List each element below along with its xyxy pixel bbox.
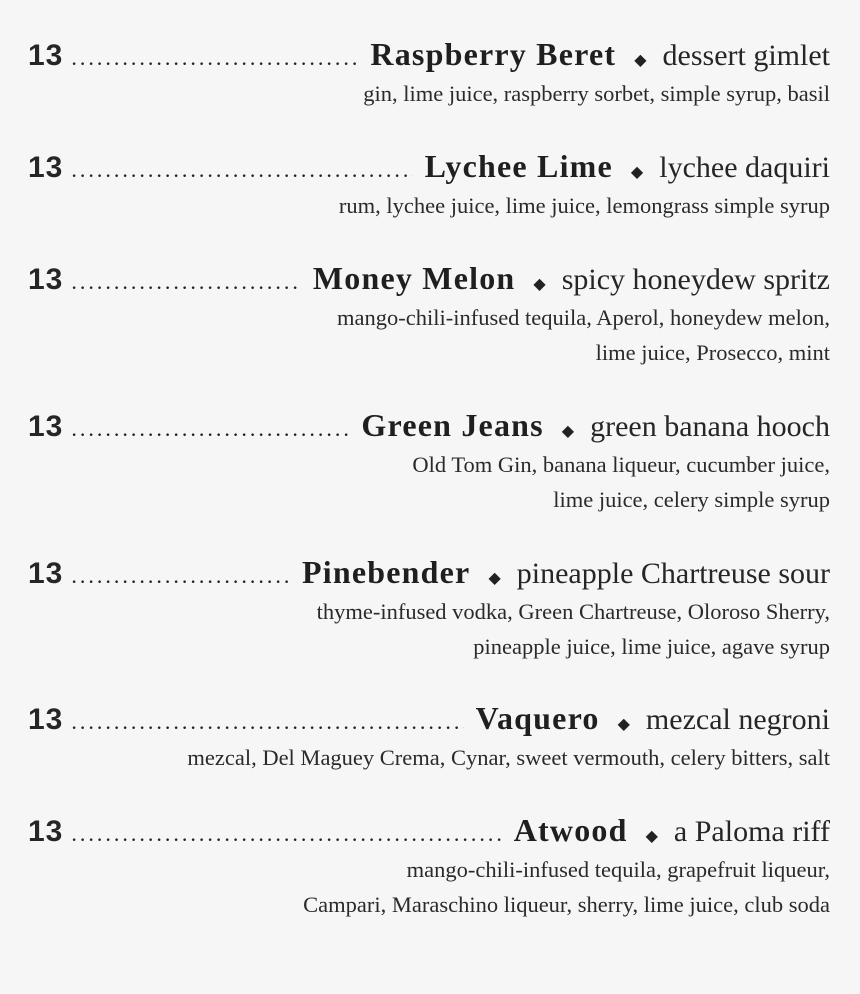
menu-item-ingredients — [28, 76, 830, 111]
menu-item-lychee-lime — [28, 146, 830, 223]
ingredients-line: lime juice, Prosecco, mint — [595, 340, 830, 365]
menu-item-ingredients — [28, 188, 830, 223]
menu-item-title-line — [28, 34, 830, 74]
menu-item-price: 13 — [28, 39, 64, 72]
menu-item-name: Pinebender — [302, 554, 471, 590]
menu-item-style: lychee daquiri — [659, 151, 830, 184]
diamond-icon: ◆ — [561, 423, 575, 440]
menu-item-style: spicy honeydew spritz — [561, 263, 830, 296]
menu-item-style: mezcal negroni — [645, 703, 830, 736]
dot-leader — [71, 262, 301, 302]
menu-item-name: Lychee Lime — [424, 148, 613, 184]
menu-item-price: 13 — [28, 557, 64, 590]
ingredients-line: mango-chili-infused tequila, grapefruit liqueur, — [406, 857, 830, 882]
menu-item-green-jeans — [28, 405, 830, 517]
diamond-icon: ◆ — [533, 276, 546, 293]
menu-item-title-line — [28, 405, 830, 445]
dot-leader — [71, 38, 358, 78]
menu-item-title-line — [28, 552, 830, 592]
ingredients-line: pineapple juice, lime juice, agave syrup — [473, 634, 830, 659]
menu-item-ingredients — [28, 447, 830, 517]
diamond-icon: ◆ — [645, 828, 658, 845]
menu-item-title-line — [28, 698, 830, 738]
dot-leader — [71, 814, 501, 854]
menu-item-money-melon — [28, 258, 830, 370]
menu-item-price: 13 — [28, 151, 64, 184]
menu-item-ingredients — [28, 300, 830, 370]
menu-item-style: pineapple Chartreuse sour — [516, 557, 830, 590]
menu-item-vaquero — [28, 698, 830, 775]
diamond-icon: ◆ — [634, 52, 647, 69]
menu-item-style: a Paloma riff — [673, 815, 830, 848]
diamond-icon: ◆ — [617, 716, 630, 733]
menu-item-title-line — [28, 146, 830, 186]
menu-item-price: 13 — [28, 703, 64, 736]
dot-leader — [71, 409, 349, 449]
menu-item-price: 13 — [28, 815, 64, 848]
menu-item-title-line — [28, 258, 830, 298]
menu-item-price: 13 — [28, 263, 64, 296]
menu-item-style: green banana hooch — [590, 410, 830, 443]
menu-item-ingredients — [28, 594, 830, 664]
menu-item-price: 13 — [28, 410, 64, 443]
menu-item-name: Atwood — [513, 812, 628, 848]
dot-leader — [71, 702, 463, 742]
menu-item-ingredients — [28, 852, 830, 922]
menu-item-title-line — [28, 810, 830, 850]
diamond-icon: ◆ — [630, 164, 644, 181]
menu-item-pinebender — [28, 552, 830, 664]
ingredients-line: lime juice, celery simple syrup — [553, 487, 830, 512]
menu-item-name: Vaquero — [475, 700, 600, 736]
ingredients-line: Old Tom Gin, banana liqueur, cucumber juice, — [412, 452, 830, 477]
ingredients-line: gin, lime juice, raspberry sorbet, simple syrup, basil — [363, 81, 830, 106]
ingredients-line: Campari, Maraschino liqueur, sherry, lime juice, club soda — [303, 892, 830, 917]
ingredients-line: rum, lychee juice, lime juice, lemongrass simple syrup — [338, 193, 830, 218]
menu-item-name: Green Jeans — [361, 407, 544, 443]
menu-item-ingredients — [28, 740, 830, 775]
dot-leader — [71, 556, 290, 596]
menu-item-atwood — [28, 810, 830, 922]
menu-item-name: Raspberry Beret — [370, 36, 617, 72]
ingredients-line: thyme-infused vodka, Green Chartreuse, Oloroso Sherry, — [316, 599, 830, 624]
menu-item-raspberry-beret — [28, 34, 830, 111]
ingredients-line: mezcal, Del Maguey Crema, Cynar, sweet vermouth, celery bitters, salt — [187, 745, 830, 770]
dot-leader — [71, 150, 412, 190]
menu-item-style: dessert gimlet — [662, 39, 830, 72]
menu-item-name: Money Melon — [312, 260, 516, 296]
diamond-icon: ◆ — [488, 570, 501, 587]
ingredients-line: mango-chili-infused tequila, Aperol, honeydew melon, — [336, 305, 830, 330]
